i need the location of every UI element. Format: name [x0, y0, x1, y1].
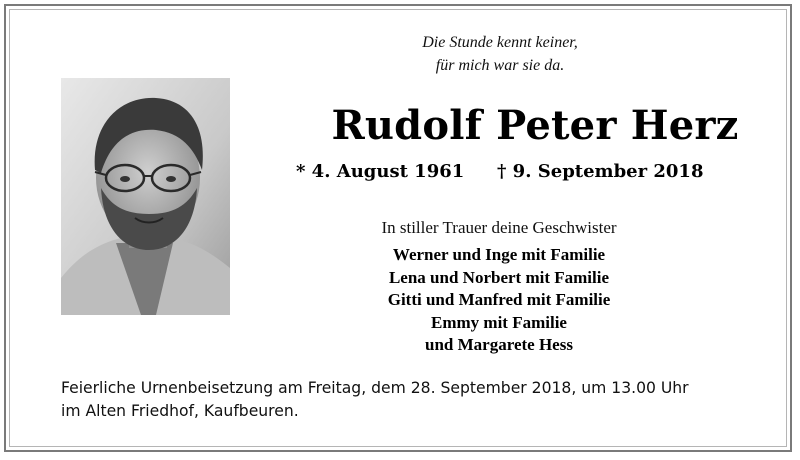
family-line: und Margarete Hess	[425, 335, 573, 354]
portrait-photo	[61, 78, 230, 315]
birth-date: * 4. August 1961	[296, 161, 465, 182]
quote	[330, 31, 670, 77]
family-line: Lena und Norbert mit Familie	[388, 267, 610, 287]
deceased-name: Rudolf Peter Herz	[331, 102, 739, 149]
quote-line-1: Die Stunde kennt keiner,	[422, 34, 578, 51]
family-line: Gitti und Manfred mit Familie	[387, 290, 611, 309]
ceremony-line-2: im Alten Friedhof, Kaufbeuren.	[61, 402, 299, 420]
portrait-photo-illustration	[61, 78, 230, 315]
ceremony-notice	[61, 377, 761, 423]
quote-line-2: für mich war sie da.	[435, 57, 565, 74]
life-dates	[296, 159, 716, 185]
death-date: † 9. September 2018	[497, 161, 704, 182]
mourning-intro: In stiller Trauer deine Geschwister	[381, 218, 617, 237]
ceremony-line-1: Feierliche Urnenbeisetzung am Freitag, dem 28. September 2018, um 13.00 Uhr	[61, 379, 689, 397]
family-line: Werner und Inge mit Familie	[392, 245, 606, 264]
family-list	[300, 244, 698, 357]
family-line: Emmy mit Familie	[431, 312, 567, 332]
